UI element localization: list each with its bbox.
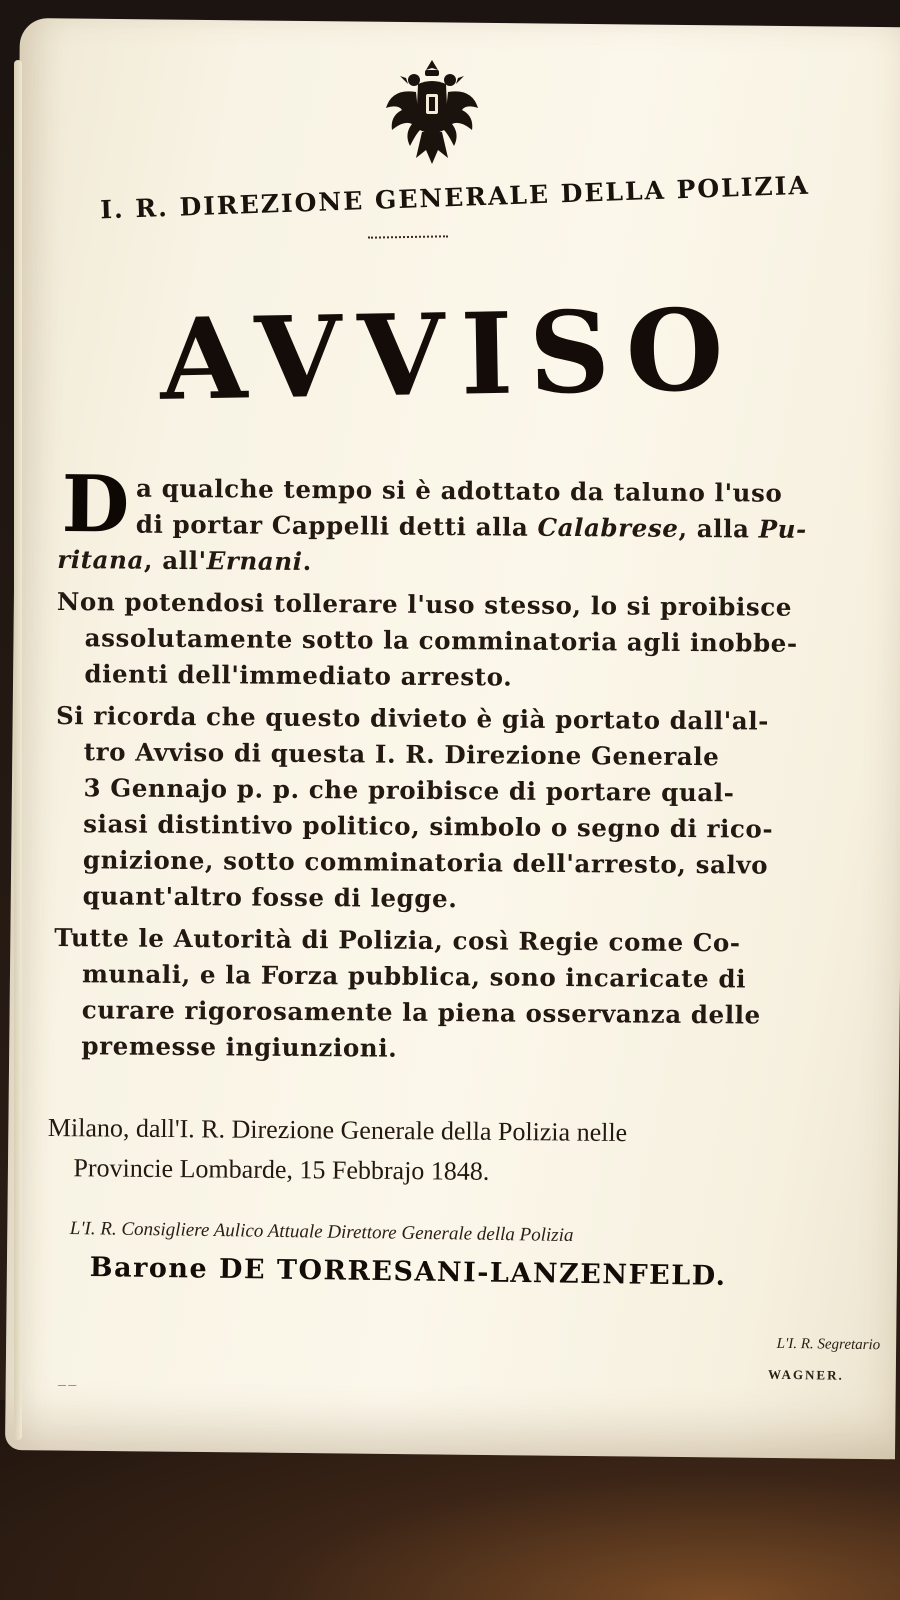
text-line: di portar Cappelli detti alla Calabrese, alla Pu- — [135, 509, 807, 544]
text-line: Si ricorda che questo divieto è già portato dall'al- — [55, 700, 770, 736]
text-line: quant'altro fosse di legge. — [82, 881, 458, 914]
text-line: a qualche tempo si è adottato da taluno l'uso — [135, 473, 783, 508]
text-line: gnizione, sotto comminatoria dell'arresto, salvo — [82, 845, 769, 880]
text-line: tro Avviso di questa I. R. Direzione Generale — [83, 737, 720, 772]
secretary-block — [700, 1335, 881, 1385]
notice-body — [53, 459, 834, 1076]
text-line: curare rigorosamente la piena osservanza delle — [81, 995, 761, 1030]
text-line: assolutamente sotto la comminatoria agli inobbe- — [84, 623, 798, 658]
date-line: Milano, dall'I. R. Direzione Generale della Polizia nelle — [47, 1112, 628, 1148]
signatory-name: Barone DE TORRESANI-LANZENFELD. — [89, 1252, 727, 1292]
text-line: 3 Gennajo p. p. che proibisce di portare qual- — [83, 773, 735, 808]
paragraph-2 — [56, 584, 833, 698]
secretary-title: L'I. R. Segretario — [776, 1335, 881, 1354]
text-line: Tutte le Autorità di Polizia, così Regie come Co- — [54, 922, 741, 958]
text-line: siasi distintivo politico, simbolo o segno di rico- — [83, 809, 774, 844]
double-headed-eagle-icon — [382, 58, 482, 166]
printer-mark: — — — [58, 1380, 77, 1390]
notice-title: AVVISO — [158, 284, 741, 426]
issuer-header: I. R. DIREZIONE GENERALE DELLA POLIZIA — [99, 170, 811, 225]
paragraph-4 — [53, 920, 830, 1070]
text-line: premesse ingiunzioni. — [81, 1031, 398, 1063]
text-line: dienti dell'immediato arresto. — [84, 659, 513, 692]
paragraph-3 — [55, 698, 833, 920]
text-line: ritana, all'Ernani. — [57, 544, 312, 576]
text-line: munali, e la Forza pubblica, sono incaricate di — [81, 959, 747, 994]
paragraph-1 — [57, 459, 834, 584]
place-and-date — [47, 1108, 848, 1195]
signatory-title: L'I. R. Consigliere Aulico Attuale Direttore Generale della Polizia — [69, 1218, 574, 1247]
date-line: Provincie Lombarde, 15 Febbrajo 1848. — [73, 1153, 490, 1186]
header-divider — [368, 235, 448, 238]
secretary-name: WAGNER. — [767, 1366, 844, 1383]
drop-cap: D — [61, 459, 131, 551]
text-line: Non potendosi tollerare l'uso stesso, lo si proibisce — [56, 586, 793, 622]
